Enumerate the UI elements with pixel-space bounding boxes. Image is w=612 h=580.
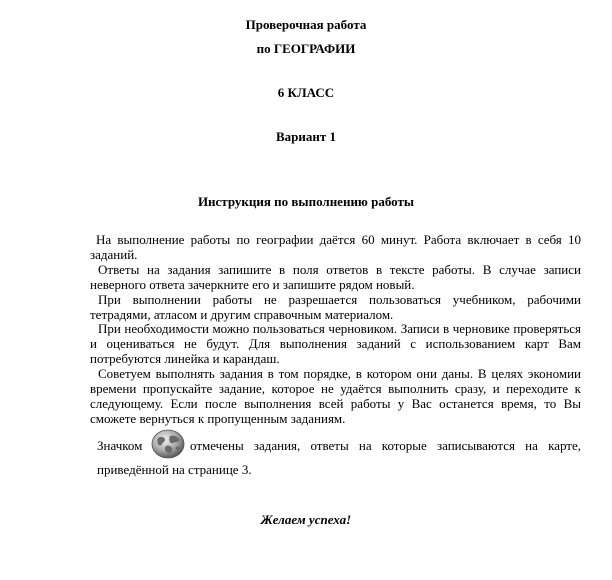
globe-icon (151, 429, 185, 459)
doc-variant: Вариант 1 (275, 129, 337, 144)
instruction-paragraph-2: Ответы на задания запишите в поля ответов в тексте работы. В случае записи неверного ответа зачеркните его и запишите рядом новый. (90, 262, 581, 292)
instruction-paragraph-3: При выполнении работы не разрешается пользоваться учебником, рабочими тетрадями, атласом и другим справочным материалом. (90, 292, 581, 322)
instruction-paragraph-5: Советуем выполнять задания в том порядке, в котором они даны. В целях экономии времени пропускайте задание, которое не удаётся выполнить сразу, и переходите к следующему. Если после выполнения всей работы у Вас останется время, то Вы сможете вернуться к пропущенным заданиям. (90, 366, 581, 426)
icon-note-continuation: приведённой на странице 3. (97, 462, 252, 477)
doc-title: Проверочная работа (245, 17, 367, 32)
instructions-heading: Инструкция по выполнению работы (197, 194, 415, 209)
doc-subject: по ГЕОГРАФИИ (256, 41, 356, 56)
closing-wish: Желаем успеха! (260, 512, 352, 527)
doc-grade: 6 КЛАСС (277, 85, 335, 100)
icon-note (90, 429, 581, 459)
instruction-paragraph-1: На выполнение работы по географии даётся 60 минут. Работа включает в себя 10 заданий. (90, 232, 581, 262)
icon-note-text: отмечены задания, ответы на которые записываются на карте, (190, 438, 581, 453)
icon-note-lead: Значком (97, 438, 143, 453)
instruction-paragraph-4: При необходимости можно пользоваться черновиком. Записи в черновике проверяться и оцениваться не будут. Для выполнения заданий с использованием карт Вам потребуются линейка и карандаш. (90, 321, 581, 366)
